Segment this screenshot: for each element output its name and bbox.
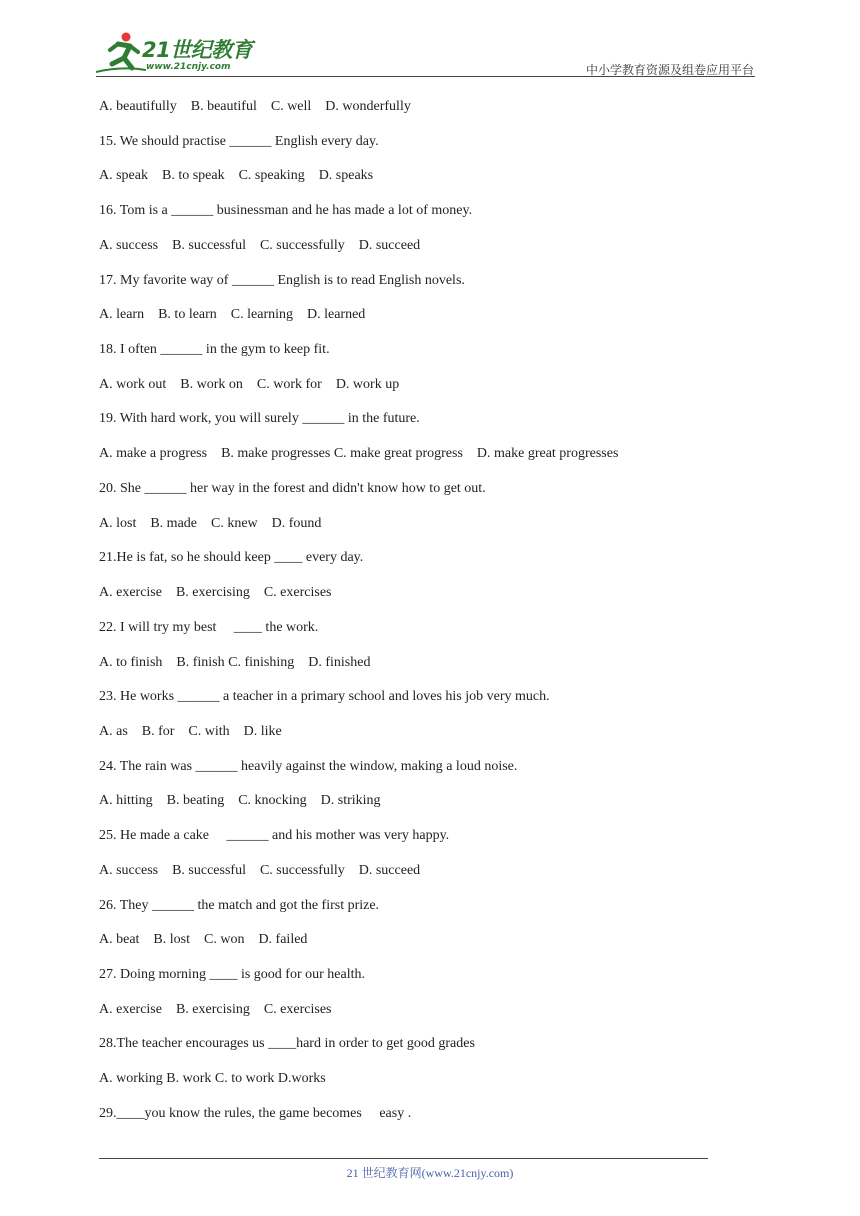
page-header xyxy=(0,0,860,80)
footer-divider xyxy=(99,1158,708,1159)
question-line: 24. The rain was ______ heavily against the window, making a loud noise. xyxy=(99,758,518,774)
options-line: A. speak B. to speak C. speaking D. speaks xyxy=(99,168,374,184)
question-line: 23. He works ______ a teacher in a primary school and loves his job very much. xyxy=(99,689,550,705)
site-logo xyxy=(96,30,266,78)
question-line: 25. He made a cake ______ and his mother was very happy. xyxy=(99,828,450,844)
options-line: A. to finish B. finish C. finishing D. finished xyxy=(99,654,371,670)
question-line: 27. Doing morning ____ is good for our health. xyxy=(99,966,365,982)
header-platform-text: 中小学教育资源及组卷应用平台 xyxy=(585,63,754,77)
options-line: A. beautifully B. beautiful C. well D. wonderfully xyxy=(99,99,411,114)
question-line: 28.The teacher encourages us ____hard in order to get good grades xyxy=(99,1036,475,1052)
exercise-content xyxy=(99,96,759,1138)
question-line: 22. I will try my best ____ the work. xyxy=(99,619,319,635)
question-line: 29.____you know the rules, the game becomes easy . xyxy=(99,1105,412,1121)
options-line: A. work out B. work on C. work for D. work up xyxy=(99,376,400,392)
question-line: 20. She ______ her way in the forest and didn't know how to get out. xyxy=(99,480,486,496)
options-line: A. make a progress B. make progresses C. make great progress D. make great progresses xyxy=(99,446,619,462)
options-line: A. lost B. made C. knew D. found xyxy=(99,515,322,531)
runner-logo-icon xyxy=(96,30,146,76)
options-line: A. hitting B. beating C. knocking D. striking xyxy=(99,793,381,809)
options-line: A. success B. successful C. successfully D. succeed xyxy=(99,862,421,878)
options-line: A. exercise B. exercising C. exercises xyxy=(99,585,332,601)
logo-text: 21世纪教育 xyxy=(142,38,253,62)
logo-url-text: www.21cnjy.com xyxy=(146,62,231,72)
question-line: 19. With hard work, you will surely ______ in the future. xyxy=(99,411,420,427)
question-line: 17. My favorite way of ______ English is to read English novels. xyxy=(99,272,465,288)
question-line: 26. They ______ the match and got the first prize. xyxy=(99,897,380,913)
options-line: A. learn B. to learn C. learning D. learned xyxy=(99,307,366,323)
options-line: A. success B. successful C. successfully D. succeed xyxy=(99,237,421,253)
question-line: 18. I often ______ in the gym to keep fit. xyxy=(99,342,330,358)
footer-site-text: 21 世纪教育网(www.21cnjy.com) xyxy=(346,1166,514,1180)
question-line: 21.He is fat, so he should keep ____ every day. xyxy=(99,550,364,566)
question-line: 15. We should practise ______ English every day. xyxy=(99,133,379,149)
header-divider xyxy=(96,76,755,77)
options-line: A. exercise B. exercising C. exercises xyxy=(99,1001,332,1017)
options-line: A. beat B. lost C. won D. failed xyxy=(99,932,308,948)
options-line: A. working B. work C. to work D.works xyxy=(99,1071,326,1087)
options-line: A. as B. for C. with D. like xyxy=(99,723,282,739)
question-line: 16. Tom is a ______ businessman and he has made a lot of money. xyxy=(99,203,473,219)
